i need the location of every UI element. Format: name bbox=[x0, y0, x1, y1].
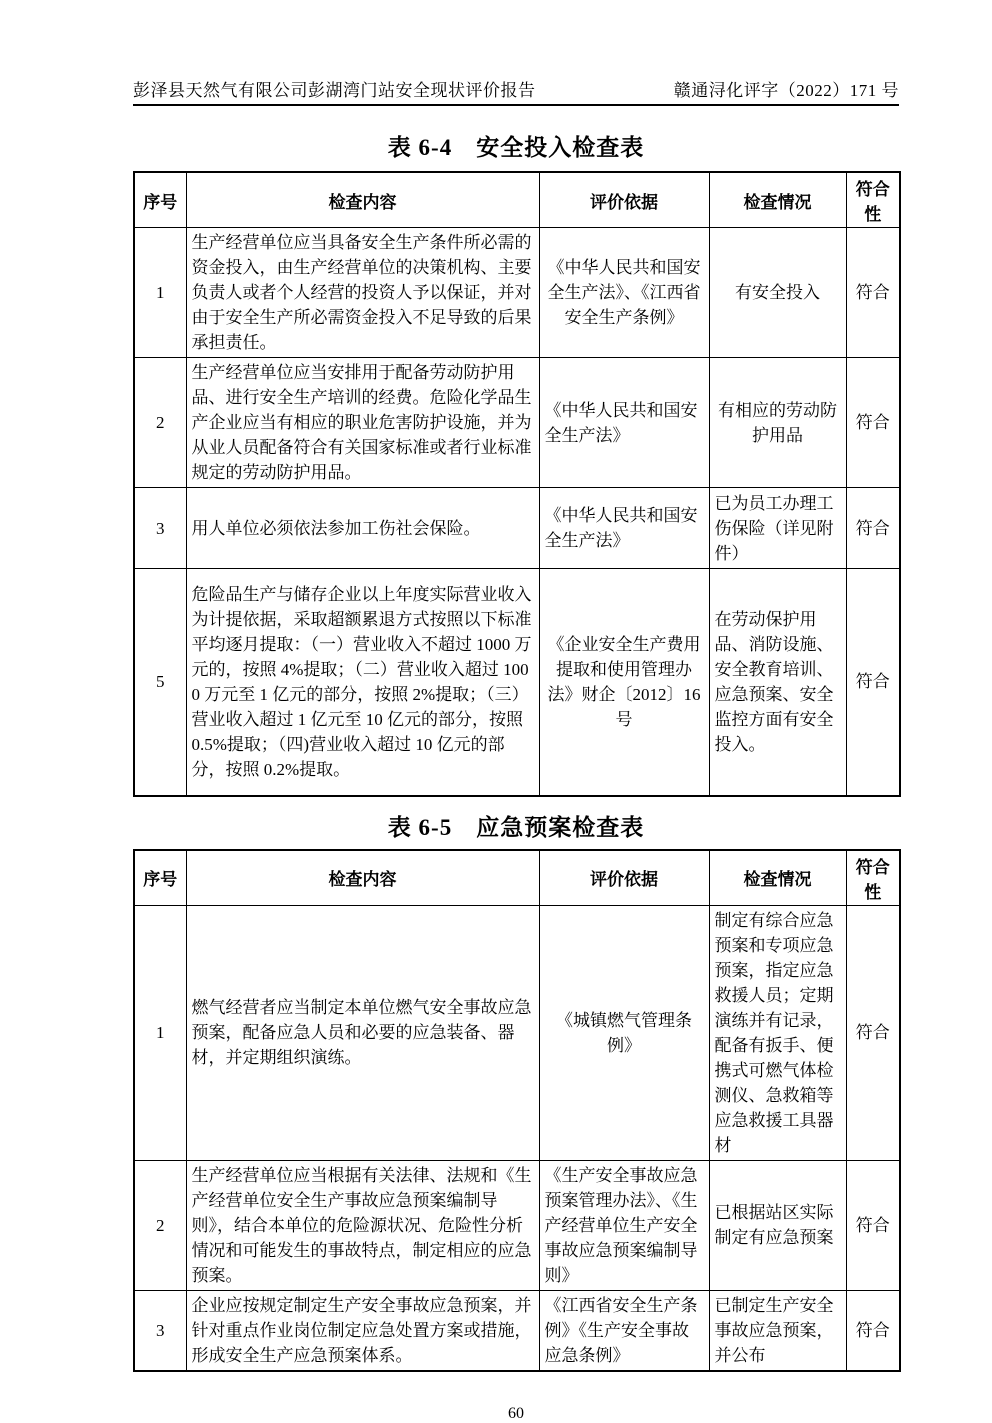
table-row bbox=[134, 358, 900, 488]
row-no: 3 bbox=[134, 1290, 186, 1371]
row-basis: 《中华人民共和国安全生产法》 bbox=[539, 488, 709, 569]
row-content: 生产经营单位应当安排用于配备劳动防护用品、进行安全生产培训的经费。危险化学品生产企业应当有相应的职业危害防护设施，并为从业人员配备符合有关国家标准或者行业标准规定的劳动防护用品。 bbox=[186, 358, 539, 488]
row-content: 危险品生产与储存企业以上年度实际营业收入为计提依据，采取超额累退方式按照以下标准平均逐月提取：（一）营业收入不超过 1000 万元的，按照 4%提取；（二）营业收入超过 1000 万元至 1 亿元的部分，按照 2%提取；（三）营业收入超过 1 亿元至 10 亿元的部分，按照 0.5%提取；（四)营业收入超过 10 亿元的部分，按照 0.2%提取。 bbox=[186, 569, 539, 796]
row-situation: 有安全投入 bbox=[709, 228, 846, 358]
row-conformity: 符合 bbox=[846, 358, 900, 488]
row-situation: 已为员工办理工伤保险（详见附件） bbox=[709, 488, 846, 569]
row-conformity: 符合 bbox=[846, 1160, 900, 1290]
table-6-5 bbox=[133, 849, 901, 1372]
col-header-situation: 检查情况 bbox=[709, 850, 846, 906]
row-conformity: 符合 bbox=[846, 569, 900, 796]
row-situation: 有相应的劳动防护用品 bbox=[709, 358, 846, 488]
table-row bbox=[134, 569, 900, 796]
table-row bbox=[134, 1160, 900, 1290]
row-content: 燃气经营者应当制定本单位燃气安全事故应急预案，配备应急人员和必要的应急装备、器材，并定期组织演练。 bbox=[186, 905, 539, 1160]
running-header bbox=[133, 0, 899, 106]
row-situation: 在劳动保护用品、消防设施、安全教育培训、应急预案、安全监控方面有安全投入。 bbox=[709, 569, 846, 796]
row-basis: 《城镇燃气管理条例》 bbox=[539, 905, 709, 1160]
table-row bbox=[134, 488, 900, 569]
col-header-conformity: 符合性 bbox=[846, 850, 900, 906]
row-conformity: 符合 bbox=[846, 905, 900, 1160]
table-row bbox=[134, 905, 900, 1160]
row-basis: 《企业安全生产费用提取和使用管理办法》财企〔2012〕16 号 bbox=[539, 569, 709, 796]
document-number: 赣通浔化评字（2022）171 号 bbox=[673, 81, 899, 100]
row-conformity: 符合 bbox=[846, 488, 900, 569]
table65-header-row bbox=[134, 850, 900, 906]
row-conformity: 符合 bbox=[846, 228, 900, 358]
row-situation: 已根据站区实际制定有应急预案 bbox=[709, 1160, 846, 1290]
table64-header-row bbox=[134, 172, 900, 228]
row-situation: 制定有综合应急预案和专项应急预案，指定应急救援人员；定期演练并有记录，配备有扳手、便携式可燃气体检测仪、急救箱等应急救援工具器材 bbox=[709, 905, 846, 1160]
row-content: 生产经营单位应当具备安全生产条件所必需的资金投入，由生产经营单位的决策机构、主要负责人或者个人经营的投资人予以保证，并对由于安全生产所必需资金投入不足导致的后果承担责任。 bbox=[186, 228, 539, 358]
col-header-basis: 评价依据 bbox=[539, 850, 709, 906]
row-no: 3 bbox=[134, 488, 186, 569]
row-no: 5 bbox=[134, 569, 186, 796]
row-content: 生产经营单位应当根据有关法律、法规和《生产经营单位安全生产事故应急预案编制导则》，结合本单位的危险源状况、危险性分析情况和可能发生的事故特点，制定相应的应急预案。 bbox=[186, 1160, 539, 1290]
col-header-conformity: 符合性 bbox=[846, 172, 900, 228]
row-no: 2 bbox=[134, 358, 186, 488]
row-no: 1 bbox=[134, 228, 186, 358]
row-no: 2 bbox=[134, 1160, 186, 1290]
table65-title: 表 6-5 应急预案检查表 bbox=[387, 814, 645, 840]
col-header-content: 检查内容 bbox=[186, 850, 539, 906]
row-content: 企业应按规定制定生产安全事故应急预案，并针对重点作业岗位制定应急处置方案或措施，形成安全生产应急预案体系。 bbox=[186, 1290, 539, 1371]
row-basis: 《生产安全事故应急预案管理办法》、《生产经营单位生产安全事故应急预案编制导则》 bbox=[539, 1160, 709, 1290]
table-row bbox=[134, 1290, 900, 1371]
row-conformity: 符合 bbox=[846, 1290, 900, 1371]
page-number: 60 bbox=[508, 1404, 524, 1422]
col-header-no: 序号 bbox=[134, 172, 186, 228]
page-content bbox=[133, 0, 899, 1423]
col-header-content: 检查内容 bbox=[186, 172, 539, 228]
row-basis: 《江西省安全生产条例》《生产安全事故应急条例》 bbox=[539, 1290, 709, 1371]
col-header-no: 序号 bbox=[134, 850, 186, 906]
table64-title: 表 6-4 安全投入检查表 bbox=[387, 135, 645, 160]
col-header-basis: 评价依据 bbox=[539, 172, 709, 228]
row-basis: 《中华人民共和国安全生产法》、《江西省安全生产条例》 bbox=[539, 228, 709, 358]
row-basis: 《中华人民共和国安全生产法》 bbox=[539, 358, 709, 488]
row-situation: 已制定生产安全事故应急预案，并公布 bbox=[709, 1290, 846, 1371]
col-header-situation: 检查情况 bbox=[709, 172, 846, 228]
report-title: 彭泽县天然气有限公司彭湖湾门站安全现状评价报告 bbox=[133, 81, 536, 100]
table-row bbox=[134, 228, 900, 358]
row-content: 用人单位必须依法参加工伤社会保险。 bbox=[186, 488, 539, 569]
row-no: 1 bbox=[134, 905, 186, 1160]
table-6-4 bbox=[133, 171, 901, 797]
